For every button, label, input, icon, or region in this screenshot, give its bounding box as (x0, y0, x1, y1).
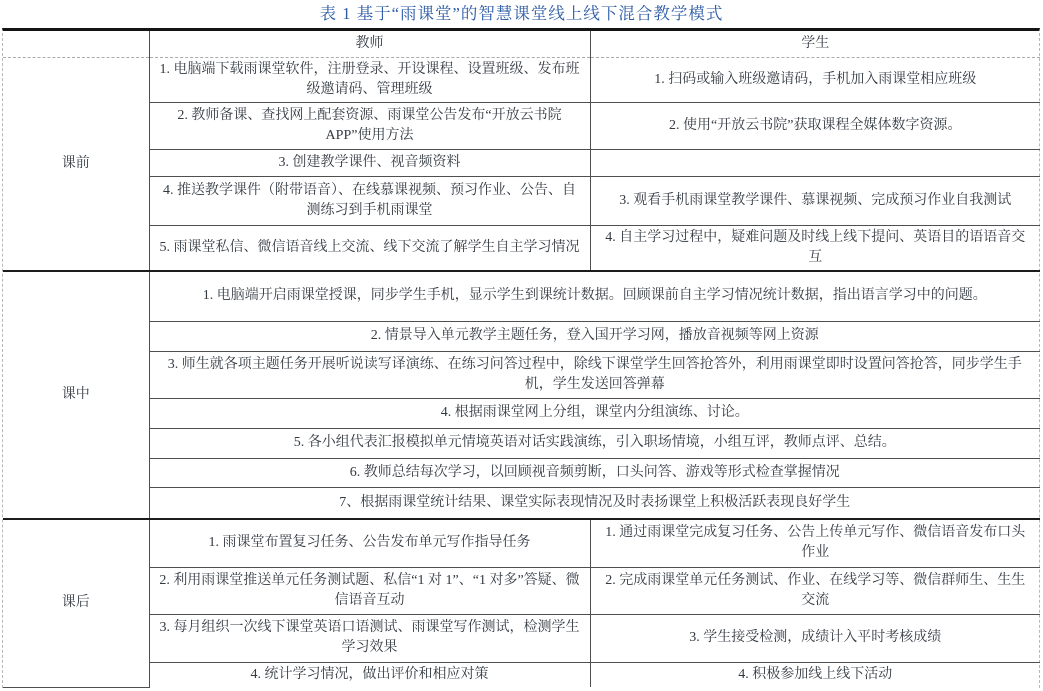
merged-activity-cell: 3. 师生就各项主题任务开展听说读写译演练、在练习问答过程中，除线下课堂学生回答抢答外，利用雨课堂即时设置问答抢答，同步学生手机，学生发送回答弹幕 (149, 351, 1040, 398)
merged-activity-cell: 1. 电脑端开启雨课堂授课，同步学生手机，显示学生到课统计数据。回顾课前自主学习情况统计数据，指出语言学习中的问题。 (149, 271, 1040, 321)
header-student-cell: 学生 (590, 31, 1040, 57)
student-cell: 1. 通过雨课堂完成复习任务、公告上传单元写作、微信语音发布口头作业 (590, 519, 1040, 567)
teacher-cell: 4. 统计学习情况，做出评价和相应对策 (149, 662, 590, 687)
teacher-cell: 2. 利用雨课堂推送单元任务测试题、私信“1 对 1”、“1 对多”答疑、微信语音互动 (149, 567, 590, 614)
student-cell: 3. 学生接受检测，成绩计入平时考核成绩 (590, 614, 1040, 662)
table-row (3, 662, 1040, 687)
phase-cell-after-class: 课后 (3, 519, 149, 687)
table-row (3, 102, 1040, 149)
table-row (3, 351, 1040, 398)
merged-activity-cell: 4. 根据雨课堂网上分组，课堂内分组演练、讨论。 (149, 398, 1040, 428)
teacher-cell: 4. 推送教学课件（附带语音）、在线慕课视频、预习作业、公告、自测练习到手机雨课堂 (149, 176, 590, 225)
header-teacher-cell: 教师 (149, 31, 590, 57)
teacher-cell: 1. 电脑端下载雨课堂软件，注册登录、开设课程、设置班级、发布班级邀请码、管理班级 (149, 57, 590, 102)
merged-activity-cell: 7、根据雨课堂统计结果、课堂实际表现情况及时表扬课堂上积极活跃表现良好学生 (149, 487, 1040, 519)
table-row (3, 176, 1040, 225)
teacher-cell: 3. 创建教学课件、视音频资料 (149, 149, 590, 176)
table-row (3, 428, 1040, 458)
student-cell: 3. 观看手机雨课堂教学课件、慕课视频、完成预习作业自我测试 (590, 176, 1040, 225)
teacher-cell: 5. 雨课堂私信、微信语音线上交流、线下交流了解学生自主学习情况 (149, 225, 590, 271)
table-row (3, 149, 1040, 176)
table-row (3, 398, 1040, 428)
table-row (3, 57, 1040, 102)
student-cell: 2. 使用“开放云书院”获取课程全媒体数字资源。 (590, 102, 1040, 149)
student-cell: 2. 完成雨课堂单元任务测试、作业、在线学习等、微信群师生、生生交流 (590, 567, 1040, 614)
table-row (3, 225, 1040, 271)
student-cell: 4. 自主学习过程中，疑难问题及时线上线下提问、英语目的语语音交互 (590, 225, 1040, 271)
teacher-cell: 3. 每月组织一次线下课堂英语口语测试、雨课堂写作测试，检测学生学习效果 (149, 614, 590, 662)
phase-cell-before-class: 课前 (3, 57, 149, 271)
teaching-mode-table (3, 31, 1040, 688)
student-cell-empty (590, 149, 1040, 176)
header-row (3, 31, 1040, 57)
header-phase-cell (3, 31, 149, 57)
teacher-cell: 2. 教师备课、查找网上配套资源、雨课堂公告发布“开放云书院 APP”使用方法 (149, 102, 590, 149)
merged-activity-cell: 6. 教师总结每次学习，以回顾视音频剪断，口头问答、游戏等形式检查掌握情况 (149, 458, 1040, 487)
table-row (3, 321, 1040, 351)
table-container (2, 28, 1040, 688)
student-cell: 4. 积极参加线上线下活动 (590, 662, 1040, 687)
table-row (3, 458, 1040, 487)
merged-activity-cell: 5. 各小组代表汇报模拟单元情境英语对话实践演练，引入职场情境，小组互评，教师点评、总结。 (149, 428, 1040, 458)
phase-cell-during-class: 课中 (3, 271, 149, 519)
student-cell: 1. 扫码或输入班级邀请码，手机加入雨课堂相应班级 (590, 57, 1040, 102)
table-row (3, 519, 1040, 567)
table-row (3, 614, 1040, 662)
table-title: 表 1 基于“雨课堂”的智慧课堂线上线下混合教学模式 (319, 4, 724, 23)
table-row (3, 487, 1040, 519)
table-row (3, 271, 1040, 321)
merged-activity-cell: 2. 情景导入单元教学主题任务，登入国开学习网，播放音视频等网上资源 (149, 321, 1040, 351)
teacher-cell: 1. 雨课堂布置复习任务、公告发布单元写作指导任务 (149, 519, 590, 567)
table-row (3, 567, 1040, 614)
